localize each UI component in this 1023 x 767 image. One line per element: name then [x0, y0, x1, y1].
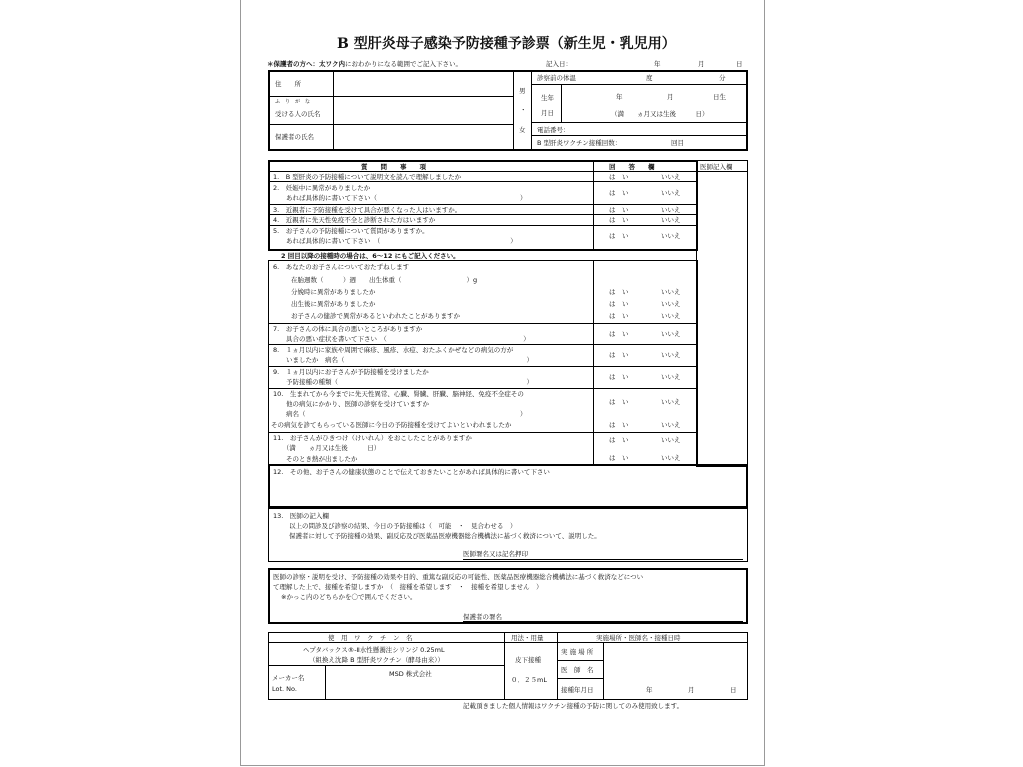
question-9: 9. １ヵ月以内にお子さんが予防接種を受けましたか	[273, 368, 429, 376]
guardian-label: 保護者の氏名	[275, 133, 314, 141]
question-2: 2. 妊娠中に異常がありましたか	[273, 184, 371, 192]
q5-yes[interactable]: は い	[609, 232, 629, 240]
q9-no[interactable]: いいえ	[661, 373, 681, 381]
question-8-detail: いましたか 病名（ ）	[273, 356, 533, 364]
q11-sub-no[interactable]: いいえ	[661, 454, 681, 462]
vaccine-header-name: 使 用 ワ ク チ ン 名	[328, 634, 413, 642]
q9-yes[interactable]: は い	[609, 373, 629, 381]
address-label: 住 所	[275, 80, 301, 88]
q6-2-yes[interactable]: は い	[609, 300, 629, 308]
question-7-detail: 具合の悪い症状を書いて下さい （ ）	[273, 335, 530, 343]
q3-yes[interactable]: は い	[609, 206, 629, 214]
route-value: 皮下接種	[515, 656, 541, 664]
q7-no[interactable]: いいえ	[661, 330, 681, 338]
q1-yes[interactable]: は い	[609, 173, 629, 181]
q6-3-yes[interactable]: は い	[609, 312, 629, 320]
q8-yes[interactable]: は い	[609, 351, 629, 359]
sex-female[interactable]: 女	[519, 126, 526, 134]
birth-day: 日生	[713, 93, 726, 101]
q1-no[interactable]: いいえ	[661, 173, 681, 181]
q6-item-1: 分娩時に異常がありましたか	[291, 288, 376, 296]
question-12: 12. その他、お子さんの健康状態のことで伝えておきたいことがあれば具体的に書いて下さい	[273, 468, 550, 476]
q4-yes[interactable]: は い	[609, 216, 629, 224]
temp-deg: 度	[646, 74, 653, 82]
name-field[interactable]	[334, 97, 513, 124]
address-field[interactable]	[334, 72, 513, 96]
consent-note: ※かっこ内のどちらかを〇で囲んでください。	[281, 593, 417, 601]
questions-header: 質 問 事 項	[361, 163, 426, 171]
q10-sub-no[interactable]: いいえ	[661, 421, 681, 429]
form-sheet	[240, 0, 765, 766]
date-label: 接種年月日	[561, 686, 594, 694]
q2-no[interactable]: いいえ	[661, 189, 681, 197]
q11-no[interactable]: いいえ	[661, 436, 681, 444]
question-4: 4. 近親者に先天性免疫不全と診断された方はいますか	[273, 216, 436, 224]
intro-text: ＊保護者の方へ：太ワク内におわかりになる範囲でご記入下さい。	[267, 60, 462, 68]
question-9-detail: 予防接種の種類（ ）	[273, 378, 533, 386]
vaccine-name-1: ヘプタバックス®-Ⅱ水性懸濁注シリンジ 0.25mL	[303, 646, 445, 654]
question-11-sub: そのとき熱が出ましたか	[273, 455, 358, 463]
entry-date: 記入日： 年 月 日	[546, 60, 743, 68]
guardian-sign-line[interactable]	[463, 621, 743, 622]
question-13: 13. 医師の記入欄	[273, 512, 329, 520]
date-day: 日	[730, 686, 737, 694]
question-1: 1. B 型肝炎の予防接種について説明文を読んで理解しましたか	[273, 173, 462, 181]
temp-label: 診察前の体温	[537, 74, 576, 82]
question-2-detail: あれば具体的に書いて下さい（ ）	[273, 194, 527, 202]
sex-male[interactable]: 男	[519, 87, 526, 95]
phone-label: 電話番号：	[537, 126, 570, 134]
question-5: 5. お子さんの予防接種について質問がありますか。	[273, 227, 429, 235]
q8-no[interactable]: いいえ	[661, 351, 681, 359]
second-dose-note: 2 回目以降の接種時の場合は、6〜12 にもご記入ください。	[281, 252, 460, 260]
date-month: 月	[688, 686, 695, 694]
dose-value: ０．２５mL	[511, 676, 547, 684]
birth-label-2: 月日	[541, 109, 554, 117]
birth-label-1: 生年	[541, 94, 554, 102]
age-text: （満 ヵ月又は生後 日）	[611, 110, 709, 118]
birth-month: 月	[667, 93, 674, 101]
dose-count-unit: 回目	[671, 139, 684, 147]
q6-2-no[interactable]: いいえ	[661, 300, 681, 308]
q13-line-2: 保護者に対して予防接種の効果、副反応及び医薬品医療機器総合機構法に基づく救済について、説明した。	[289, 532, 601, 540]
question-8: 8. １ヵ月以内に家族や周囲で麻疹、風疹、水痘、おたふくかぜなどの病気の方が	[273, 346, 514, 354]
vaccine-header-dose: 用法・用量	[511, 634, 544, 642]
lot-label: Lot. No.	[272, 685, 297, 693]
question-6: 6. あなたのお子さんについておたずねします	[273, 263, 410, 271]
guardian-sign-label: 保護者の署名	[463, 613, 502, 621]
question-10-disease: 病名（ ）	[273, 410, 527, 418]
answers-header: 回 答 欄	[609, 163, 655, 171]
q13-line-1: 以上の問診及び診察の結果、今日の予防接種は（ 可能 ・ 見合わせる ）	[289, 522, 517, 530]
question-11-age: （満 ヵ月又は生後 日）	[273, 444, 381, 452]
form-title: B 型肝炎母子感染予防接種予診票（新生児・乳児用）	[337, 36, 676, 52]
q4-no[interactable]: いいえ	[661, 216, 681, 224]
question-10-line-2: 他の病気にかかり、医師の診察を受けていますか	[273, 400, 429, 408]
q5-no[interactable]: いいえ	[661, 232, 681, 240]
doctor-column-header: 医師記入欄	[700, 163, 733, 171]
guardian-field[interactable]	[334, 125, 513, 149]
birth-year: 年	[616, 93, 623, 101]
doctor-sign-label: 医師署名又は記名押印	[463, 550, 528, 558]
temp-min: 分	[719, 74, 726, 82]
maker-value: MSD 株式会社	[389, 670, 432, 678]
consent-line-2: て理解した上で、接種を希望しますか （ 接種を希望します ・ 接種を希望しません ）	[273, 583, 543, 591]
doctor-sign-line[interactable]	[463, 559, 743, 560]
question-11: 11. お子さんがひきつけ（けいれん）をおこしたことがありますか	[273, 434, 472, 442]
q6-item-3: お子さんの健診で異常があるといわれたことがありますか	[291, 312, 460, 320]
q6-3-no[interactable]: いいえ	[661, 312, 681, 320]
q2-yes[interactable]: は い	[609, 189, 629, 197]
q6-1-no[interactable]: いいえ	[661, 288, 681, 296]
footer-note: 記載頂きました個人情報はワクチン接種の予防に関してのみ使用致します。	[463, 702, 684, 710]
q6-item-2: 出生後に異常がありましたか	[291, 300, 376, 308]
q7-yes[interactable]: は い	[609, 330, 629, 338]
q11-yes[interactable]: は い	[609, 436, 629, 444]
q10-no[interactable]: いいえ	[661, 398, 681, 406]
q6-gestation: 在胎週数（ ）週 出生体重（ ）g	[291, 276, 478, 284]
question-7: 7. お子さんの体に具合の悪いところがありますか	[273, 325, 423, 333]
doctor-column	[696, 160, 748, 467]
site-label: 実 施 場 所	[561, 648, 594, 656]
sex-dot: ・	[520, 106, 527, 114]
furigana-label: ふ り が な	[275, 99, 311, 105]
question-10: 10. 生まれてから今までに先天性異常、心臓、腎臓、肝臓、脳神経、免疫不全症その	[273, 390, 524, 398]
question-5-detail: あれば具体的に書いて下さい （ ）	[273, 237, 517, 245]
q3-no[interactable]: いいえ	[661, 206, 681, 214]
dose-count-label: B 型肝炎ワクチン接種回数：	[537, 139, 622, 147]
question-3: 3. 近親者に予防接種を受けて具合が悪くなった人はいますか。	[273, 206, 462, 214]
date-year: 年	[646, 686, 653, 694]
q11-sub-yes[interactable]: は い	[609, 454, 629, 462]
doctor-name-label: 医 師 名	[561, 666, 594, 674]
consent-line-1: 医師の診察・説明を受け、予防接種の効果や目的、重篤な副反応の可能性、医薬品医療機器総合機構法に基づく救済などについ	[273, 573, 644, 581]
maker-label: メーカー名	[272, 674, 305, 682]
q6-1-yes[interactable]: は い	[609, 288, 629, 296]
vaccine-name-2: （組換え沈降 B 型肝炎ワクチン（酵母由来））	[309, 656, 445, 664]
q10-sub-yes[interactable]: は い	[609, 421, 629, 429]
vaccine-header-site: 実施場所・医師名・接種日時	[596, 634, 681, 642]
name-label: 受ける人の氏名	[275, 110, 321, 118]
question-10-sub: その病気を診てもらっている医師に今日の予防接種を受けてよいといわれましたか	[271, 421, 512, 429]
q10-yes[interactable]: は い	[609, 398, 629, 406]
